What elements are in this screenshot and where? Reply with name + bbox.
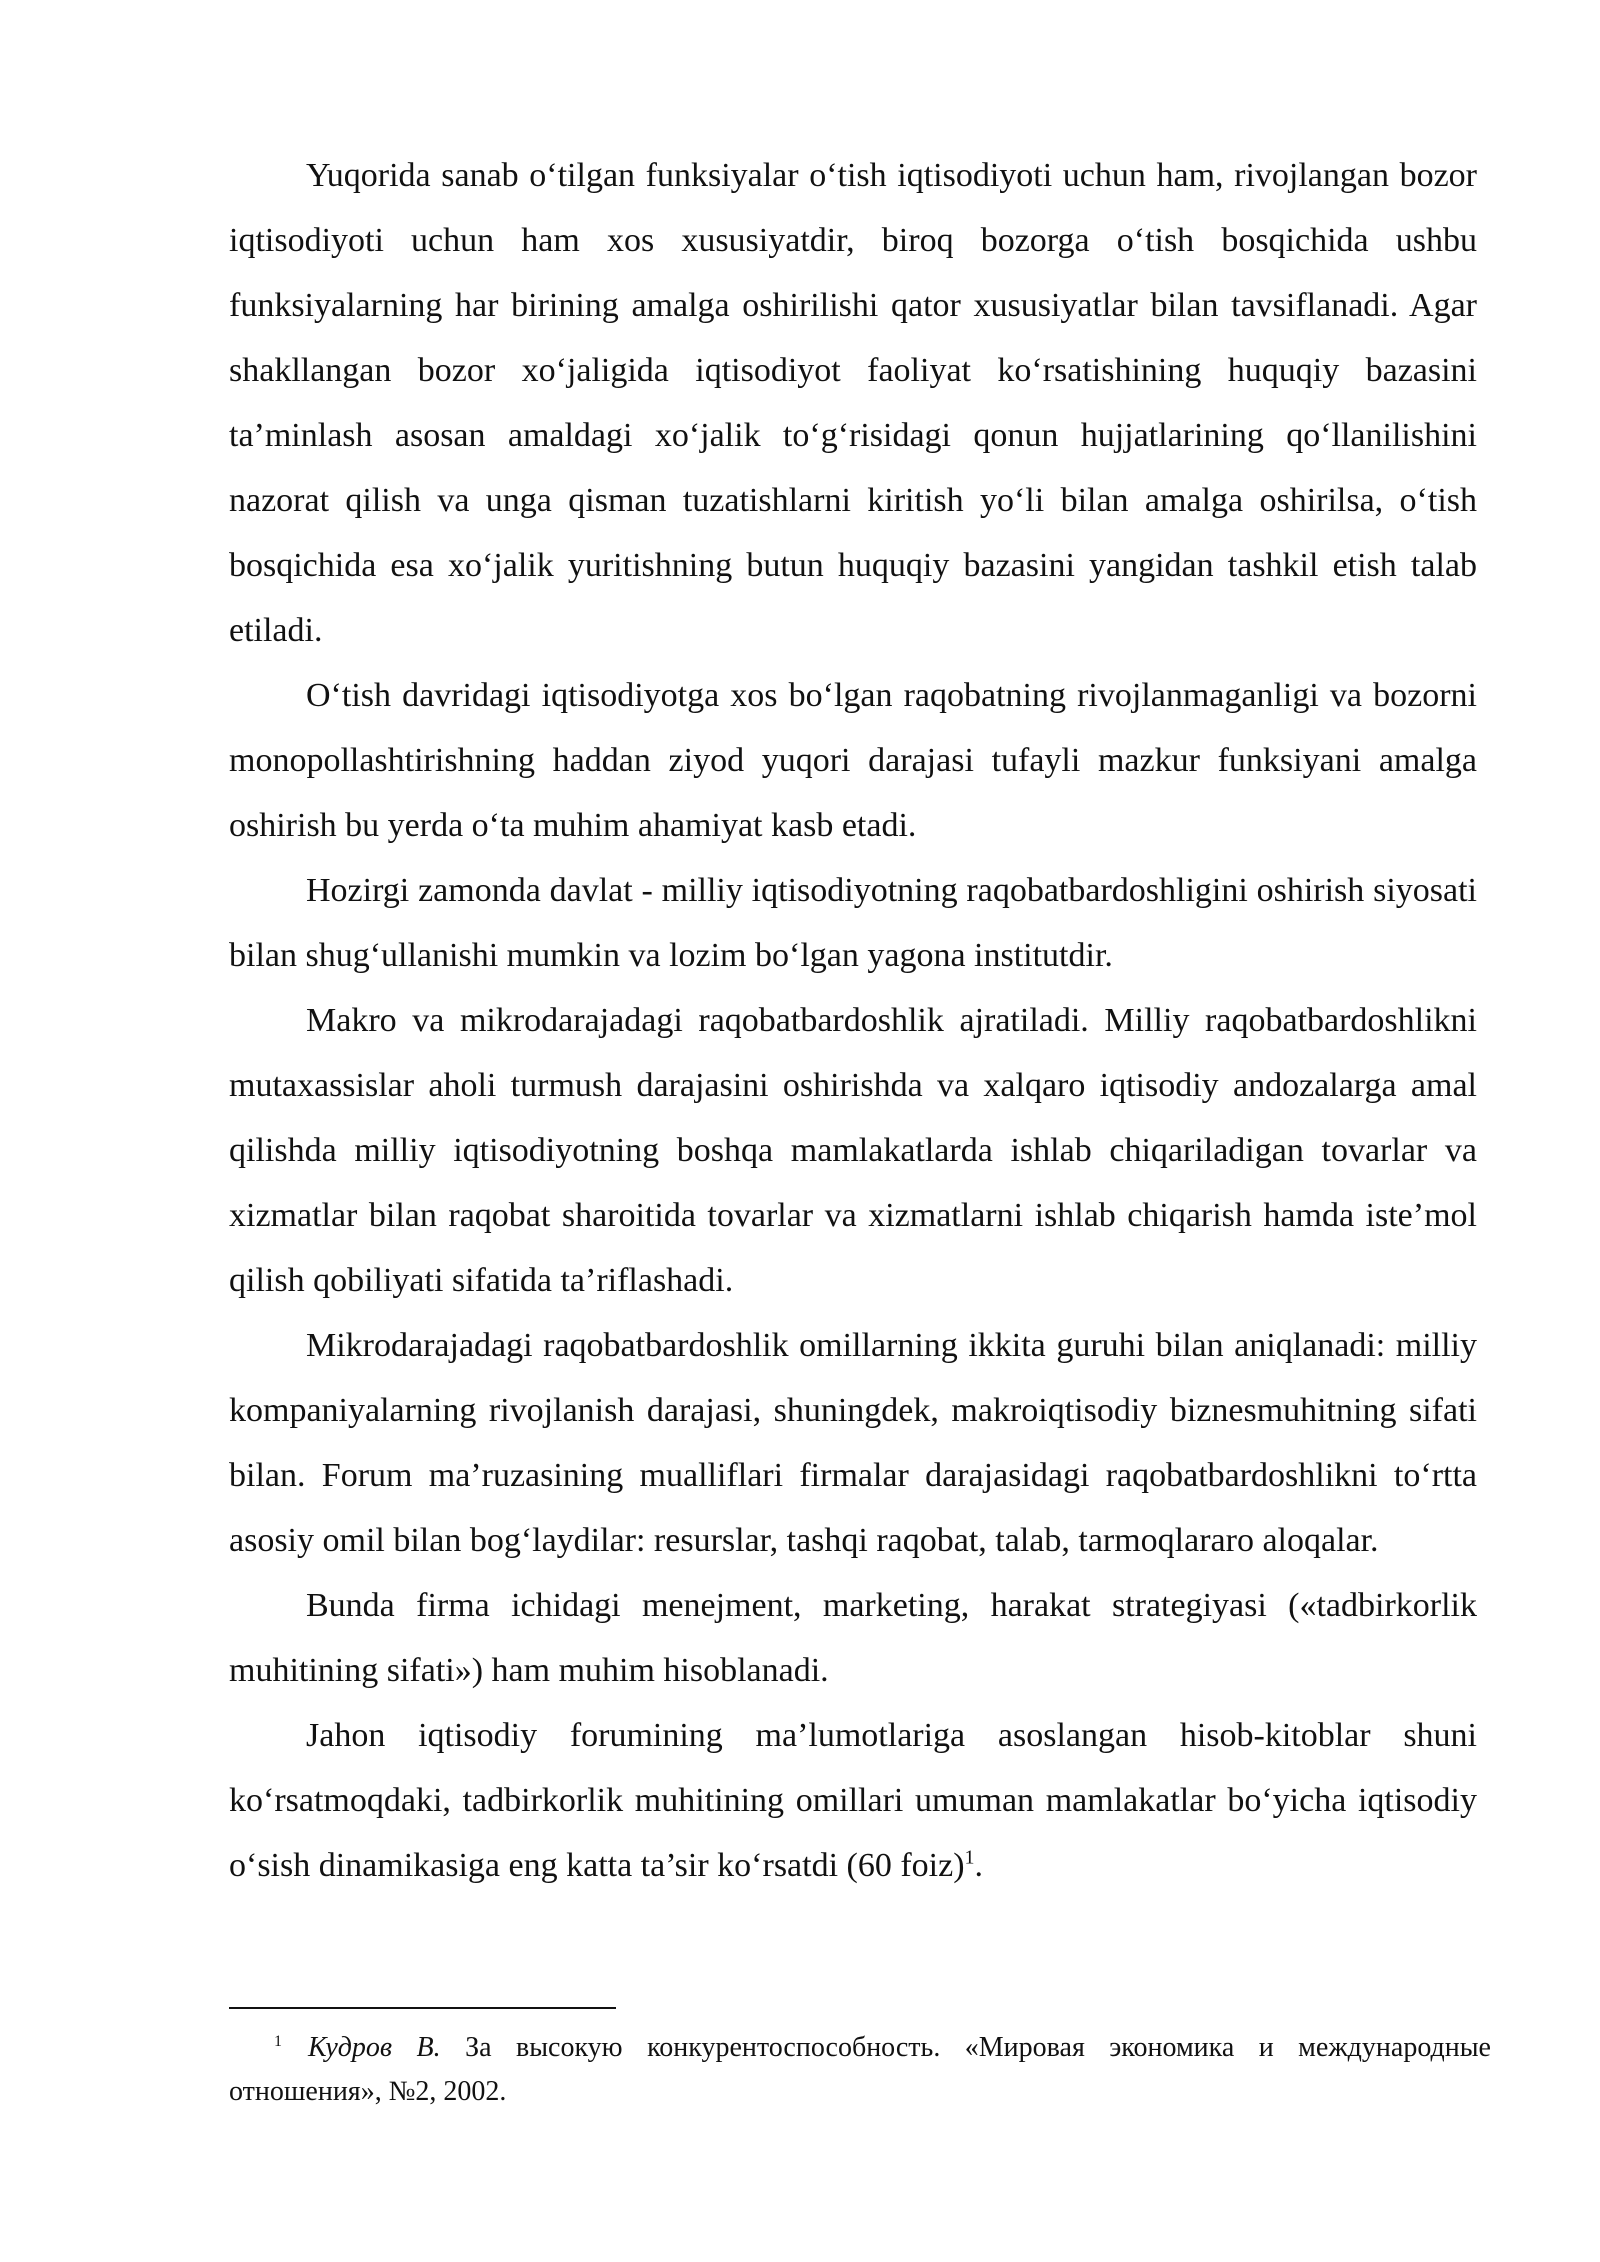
footnote-reference: 1 [964, 1846, 975, 1869]
paragraph: O‘tish davridagi iqtisodiyotga xos bo‘lgan raqobatning rivojlanmaganligi va bozorni monopollashtirishning haddan ziyod yuqori darajasi tufayli mazkur funksiyani amalga oshirish bu yerda o‘ta muhim ahamiyat kasb etadi. [229, 677, 1477, 844]
footnote-author: Кудров В. [308, 2032, 441, 2063]
document-body [229, 143, 1477, 1898]
paragraph-last [229, 1703, 1477, 1898]
footnote-text: За высокую конкурентоспособность. «Мировая экономика и международные отношения», №2, 2002. [229, 2032, 1491, 2107]
footnote-marker: 1 [274, 2032, 282, 2050]
paragraph: Bunda firma ichidagi menejment, marketing, harakat strategiyasi («tadbirkorlik muhitining sifati») ham muhim hisoblanadi. [229, 1587, 1477, 1689]
footnote [229, 2026, 1491, 2114]
footnote-separator [229, 2007, 616, 2009]
paragraph-last-end: . [974, 1847, 984, 1884]
paragraph: Hozirgi zamonda davlat - milliy iqtisodiyotning raqobatbardoshligini oshirish siyosati bilan shug‘ullanishi mumkin va lozim bo‘lgan yagona institutdir. [229, 872, 1477, 974]
paragraph: Makro va mikrodarajadagi raqobatbardoshlik ajratiladi. Milliy raqobatbardoshlikni mutaxassislar aholi turmush darajasini oshirishda va xalqaro iqtisodiy andozalarga amal qilishda milliy iqtisodiyotning boshqa mamlakatlarda ishlab chiqariladigan tovarlar va xizmatlar bilan raqobat sharoitida tovarlar va xizmatlarni ishlab chiqarish hamda iste’mol qilish qobiliyati sifatida ta’riflashadi. [229, 1002, 1477, 1299]
paragraph: Yuqorida sanab o‘tilgan funksiyalar o‘tish iqtisodiyoti uchun ham, rivojlangan bozor iqtisodiyoti uchun ham xos xususiyatdir, biroq bozorga o‘tish bosqichida ushbu funksiyalarning har birining amalga oshirilishi qator xususiyatlar bilan tavsiflanadi. Agar shakllangan bozor xo‘jaligida iqtisodiyot faoliyat ko‘rsatishining huquqiy bazasini ta’minlash asosan amaldagi xo‘jalik to‘g‘risidagi qonun hujjatlarining qo‘llanilishini nazorat qilish va unga qisman tuzatishlarni kiritish yo‘li bilan amalga oshirilsa, o‘tish bosqichida esa xo‘jalik yuritishning butun huquqiy bazasini yangidan tashkil etish talab etiladi. [229, 157, 1477, 649]
paragraph: Mikrodarajadagi raqobatbardoshlik omillarning ikkita guruhi bilan aniqlanadi: milliy kompaniyalarning rivojlanish darajasi, shuningdek, makroiqtisodiy biznesmuhitning sifati bilan. Forum ma’ruzasining mualliflari firmalar darajasidagi raqobatbardoshlikni to‘rtta asosiy omil bilan bog‘laydilar: resurslar, tashqi raqobat, talab, tarmoqlararo aloqalar. [229, 1327, 1477, 1559]
paragraph-last-text: Jahon iqtisodiy forumining ma’lumotlariga asoslangan hisob-kitoblar shuni ko‘rsatmoqdaki, tadbirkorlik muhitining omillari umuman mamlakatlar bo‘yicha iqtisodiy o‘sish dinamikasiga eng katta ta’sir ko‘rsatdi (60 foiz) [229, 1717, 1477, 1884]
